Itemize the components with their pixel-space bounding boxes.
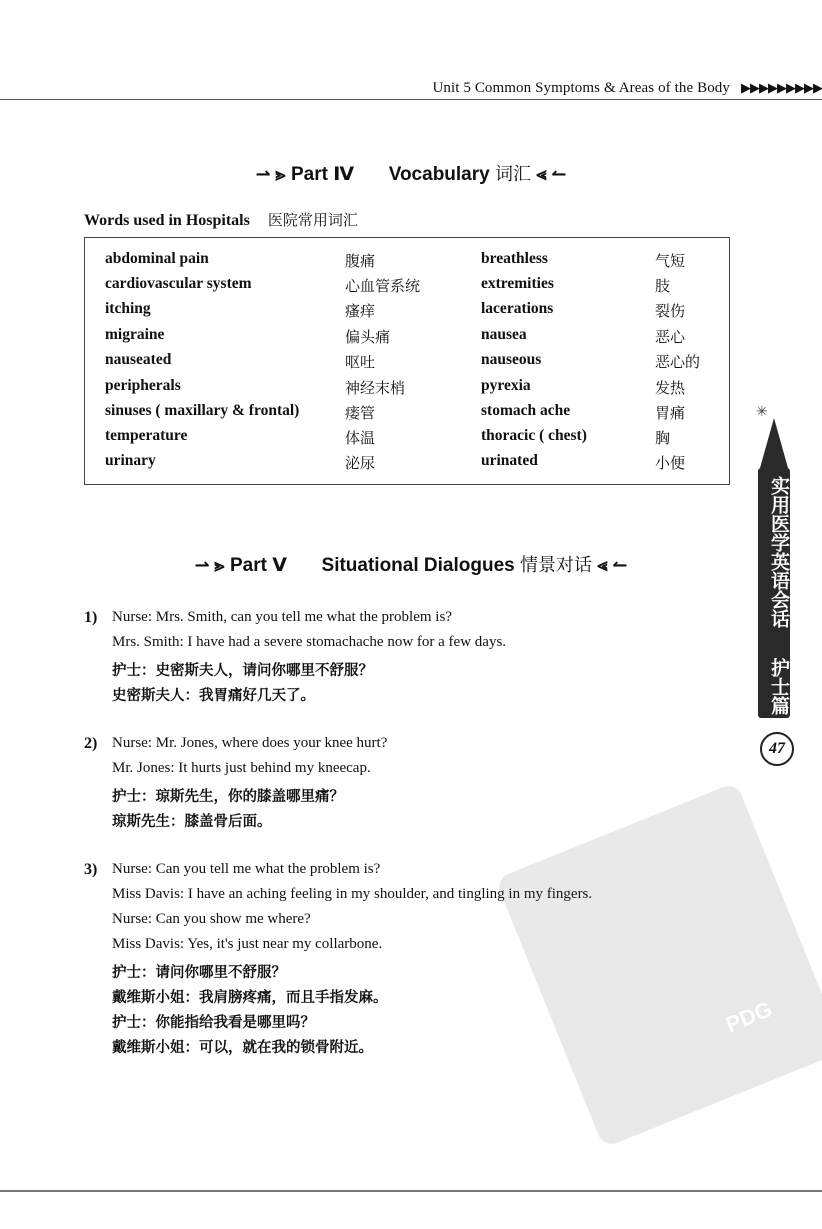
- vocab-row: [85, 351, 729, 376]
- part-5-label: Part Ⅴ: [230, 555, 287, 576]
- side-tab-subtitle: 护士篇: [768, 658, 790, 715]
- dialogue-line-zh: 戴维斯小姐：我肩膀疼痛，而且手指发麻。: [112, 990, 388, 1006]
- vocab-translation: 腹痛: [345, 252, 376, 270]
- dialogue-line: Nurse: Can you show me where?: [112, 911, 311, 927]
- sparkle-icon: ✳: [756, 405, 768, 420]
- dialogue-line: Mrs. Smith: I have had a severe stomachache now for a few days.: [112, 634, 507, 650]
- part-4-heading-zh: 词汇: [495, 164, 531, 184]
- vocab-row: [85, 427, 729, 452]
- dialogue-line-zh: 护士：你能指给我看是哪里吗？: [112, 1015, 315, 1031]
- dialogue-line: Nurse: Mr. Jones, where does your knee hurt?: [112, 735, 388, 751]
- dialogue-line-zh: 戴维斯小姐：可以，就在我的锁骨附近。: [112, 1040, 373, 1056]
- part-4-heading: Vocabulary: [388, 164, 490, 185]
- vocab-row: [85, 326, 729, 351]
- vocab-translation: 泌尿: [345, 454, 376, 472]
- dialogue-line: Nurse: Mrs. Smith, can you tell me what the problem is?: [112, 609, 452, 625]
- vocab-term: extremities: [481, 275, 554, 292]
- vocab-row: [85, 275, 729, 300]
- dialogue-line: Miss Davis: I have an aching feeling in my shoulder, and tingling in my fingers.: [112, 886, 593, 902]
- header-rule: [0, 99, 822, 100]
- dialogue-number: 1): [84, 609, 98, 626]
- dialogue-line-zh: 护士：请问你哪里不舒服？: [112, 965, 286, 981]
- dialogue-line: Mr. Jones: It hurts just behind my kneecap.: [112, 760, 371, 776]
- vocab-translation: 胸: [655, 429, 671, 447]
- vocab-term: migraine: [105, 326, 165, 343]
- part-4-title: [0, 160, 822, 186]
- part-5-heading: Situational Dialogues: [321, 555, 515, 576]
- running-title: Unit 5 Common Symptoms & Areas of the Body: [432, 80, 730, 96]
- words-heading-zh: 医院常用词汇: [267, 211, 358, 229]
- title-ornament-right: ⪡ ↼: [597, 555, 628, 575]
- vocab-row: [85, 300, 729, 325]
- vocab-term: cardiovascular system: [105, 275, 252, 292]
- watermark-text: PDG: [722, 996, 776, 1038]
- vocab-translation: 神经末梢: [345, 379, 406, 397]
- side-tab: [758, 468, 790, 718]
- vocab-term: nauseated: [105, 351, 172, 368]
- vocab-translation: 肢: [655, 277, 671, 295]
- side-tab-flag: [760, 418, 788, 468]
- side-tab-title: 实用医学英语会话: [768, 476, 790, 628]
- dialogue-line-zh: 护士：史密斯夫人，请问你哪里不舒服？: [112, 663, 373, 679]
- vocab-term: sinuses ( maxillary & frontal): [105, 402, 300, 419]
- vocab-term: breathless: [481, 250, 548, 267]
- vocab-translation: 气短: [655, 252, 686, 270]
- watermark-stamp-shape: [495, 782, 822, 1148]
- dialogue-number: 3): [84, 861, 98, 878]
- vocab-row: [85, 377, 729, 402]
- vocab-translation: 小便: [655, 454, 686, 472]
- vocab-term: urinated: [481, 452, 538, 469]
- vocab-term: itching: [105, 300, 151, 317]
- vocab-translation: 呕吐: [345, 353, 376, 371]
- vocab-term: nauseous: [481, 351, 542, 368]
- dialogue-line: Miss Davis: Yes, it's just near my collarbone.: [112, 936, 383, 952]
- words-heading-en: Words used in Hospitals: [84, 212, 250, 229]
- part-5-heading-zh: 情景对话: [520, 555, 592, 575]
- header-arrows: ▶▶▶▶▶▶▶▶▶: [741, 80, 822, 95]
- vocab-row: [85, 452, 729, 477]
- words-heading: [84, 209, 358, 230]
- vocab-row: [85, 250, 729, 275]
- vocab-translation: 裂伤: [655, 302, 686, 320]
- vocab-term: pyrexia: [481, 377, 531, 394]
- vocab-term: thoracic ( chest): [481, 427, 587, 444]
- dialogue-line: Nurse: Can you tell me what the problem is?: [112, 861, 381, 877]
- title-ornament-right: ⪡ ↼: [536, 164, 567, 184]
- vocab-translation: 偏头痛: [345, 328, 391, 346]
- vocab-translation: 瘘管: [345, 404, 376, 422]
- dialogue-line-zh: 护士：琼斯先生，你的膝盖哪里痛？: [112, 789, 344, 805]
- dialogue-number: 2): [84, 735, 98, 752]
- vocab-translation: 体温: [345, 429, 376, 447]
- vocab-translation: 恶心的: [655, 353, 701, 371]
- vocab-term: lacerations: [481, 300, 554, 317]
- vocab-term: urinary: [105, 452, 156, 469]
- part-4-label: Part Ⅳ: [291, 164, 355, 185]
- vocab-translation: 胃痛: [655, 404, 686, 422]
- watermark-seal: [495, 782, 822, 1148]
- vocab-translation: 心血管系统: [345, 277, 421, 295]
- vocab-term: stomach ache: [481, 402, 571, 419]
- dialogue-line-zh: 史密斯夫人：我胃痛好几天了。: [112, 688, 315, 704]
- bottom-rule: [0, 1190, 822, 1192]
- title-ornament-left: ⇀ ⪢: [194, 555, 225, 575]
- vocab-term: abdominal pain: [105, 250, 209, 267]
- title-ornament-left: ⇀ ⪢: [255, 164, 286, 184]
- running-header: [0, 78, 822, 100]
- dialogue-line-zh: 琼斯先生：膝盖骨后面。: [112, 814, 272, 830]
- vocab-term: temperature: [105, 427, 188, 444]
- vocab-row: [85, 402, 729, 427]
- part-5-title: [0, 551, 822, 577]
- page-number: 47: [760, 732, 794, 766]
- vocab-translation: 发热: [655, 379, 686, 397]
- vocab-translation: 恶心: [655, 328, 686, 346]
- vocab-term: peripherals: [105, 377, 181, 394]
- vocabulary-table: [84, 237, 730, 485]
- vocab-translation: 瘙痒: [345, 302, 376, 320]
- vocab-term: nausea: [481, 326, 527, 343]
